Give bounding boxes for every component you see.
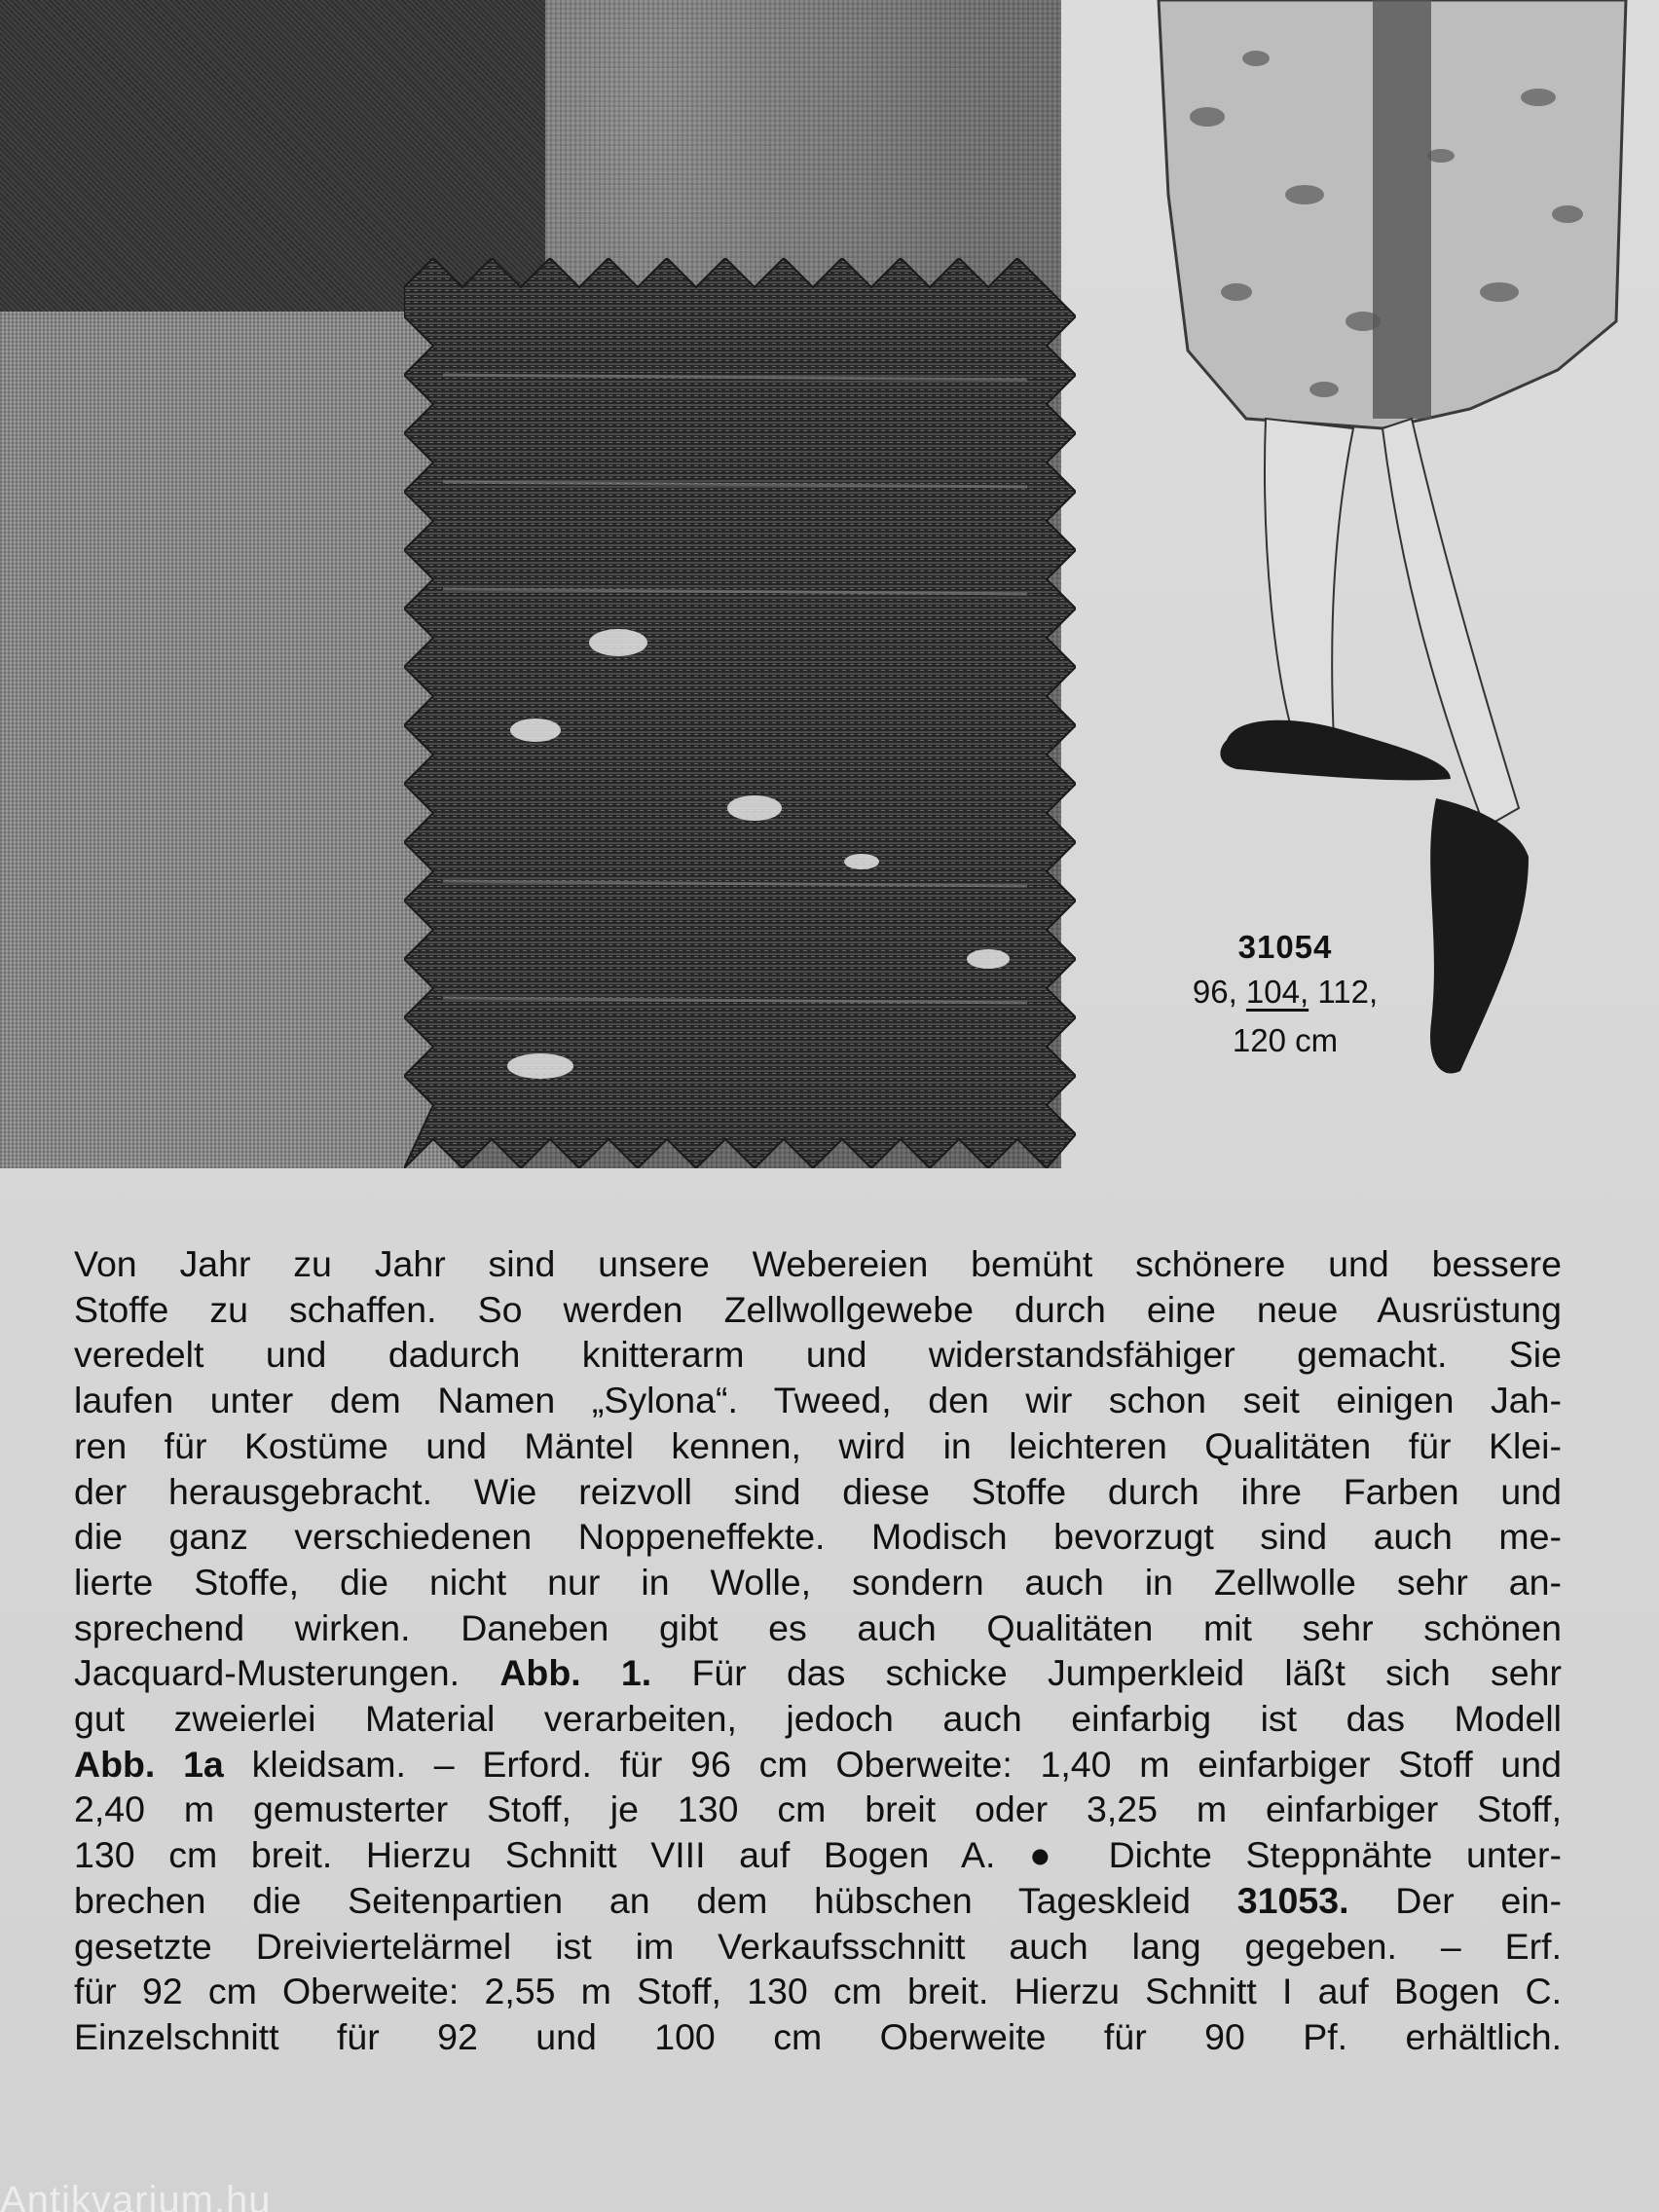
- article-text: [74, 1241, 1562, 2060]
- watermark: Antikvarium.hu: [0, 2179, 272, 2212]
- text-line: der herausgebracht. Wie reizvoll sind diese Stoffe durch ihre Farben und: [74, 1470, 1562, 1512]
- text-line: [74, 1878, 1562, 1924]
- figure-reference: Abb. 1.: [499, 1652, 652, 1694]
- text-fragment: Für das schicke Jumperkleid läßt sich sehr: [691, 1652, 1563, 1694]
- model-sizes: [1139, 968, 1431, 1016]
- text-line: für 92 cm Oberweite: 2,55 m Stoff, 130 cm breit. Hierzu Schnitt I auf Bogen C.: [74, 1971, 1562, 2012]
- size-96: 96,: [1192, 974, 1237, 1010]
- model-number: 31054: [1237, 929, 1333, 965]
- text-line: ren für Kostüme und Mäntel kennen, wird in leichteren Qualitäten für Klei-: [74, 1424, 1562, 1466]
- text-fragment: Jacquard-Musterungen.: [74, 1652, 461, 1694]
- text-fragment: Der ein-: [1395, 1879, 1563, 1921]
- text-fragment: kleidsam. – Erford. für 96 cm Oberweite: 1,40 m einfarbiger Stoff und: [251, 1743, 1563, 1785]
- text-line: laufen unter dem Namen „Sylona“. Tweed, den wir schon seit einigen Jah-: [74, 1380, 1562, 1421]
- size-104: 104,: [1245, 974, 1309, 1010]
- noppen-fabric-swatch: [404, 258, 1076, 1168]
- model-caption: [1139, 927, 1431, 1065]
- text-line: [74, 1742, 1562, 1788]
- text-line: 130 cm breit. Hierzu Schnitt VIII auf Bogen A. ● Dichte Steppnähte unter-: [74, 1834, 1562, 1876]
- grey-fabric-swatch: [0, 312, 458, 1168]
- text-line: [74, 1650, 1562, 1696]
- fabric-swatches-photo: [0, 0, 1071, 1183]
- size-112: 112,: [1317, 974, 1379, 1010]
- text-line: lierte Stoffe, die nicht nur in Wolle, sondern auch in Zellwolle sehr an-: [74, 1561, 1562, 1603]
- model-reference: 31053.: [1236, 1879, 1349, 1921]
- text-line: veredelt und dadurch knitterarm und widerstandsfähiger gemacht. Sie: [74, 1334, 1562, 1376]
- text-line: Von Jahr zu Jahr sind unsere Webereien bemüht schönere und bessere: [74, 1243, 1562, 1284]
- text-line: Stoffe zu schaffen. So werden Zellwollgewebe durch eine neue Ausrüstung: [74, 1288, 1562, 1330]
- figure-reference: Abb. 1a: [74, 1743, 224, 1785]
- text-line: sprechend wirken. Daneben gibt es auch Qualitäten mit sehr schönen: [74, 1606, 1562, 1648]
- text-line: gut zweierlei Material verarbeiten, jedoch auch einfarbig ist das Modell: [74, 1698, 1562, 1740]
- size-120: 120 cm: [1232, 1022, 1339, 1058]
- text-line: Einzelschnitt für 92 und 100 cm Oberweite für 90 Pf. erhältlich.: [74, 2015, 1562, 2057]
- text-fragment: brechen die Seitenpartien an dem hübschen Tageskleid: [74, 1879, 1192, 1921]
- text-line: die ganz verschiedenen Noppeneffekte. Modisch bevorzugt sind auch me-: [74, 1516, 1562, 1558]
- text-line: 2,40 m gemusterter Stoff, je 130 cm breit oder 3,25 m einfarbiger Stoff,: [74, 1788, 1562, 1830]
- text-line: gesetzte Dreiviertelärmel ist im Verkaufsschnitt auch lang gegeben. – Erf.: [74, 1925, 1562, 1967]
